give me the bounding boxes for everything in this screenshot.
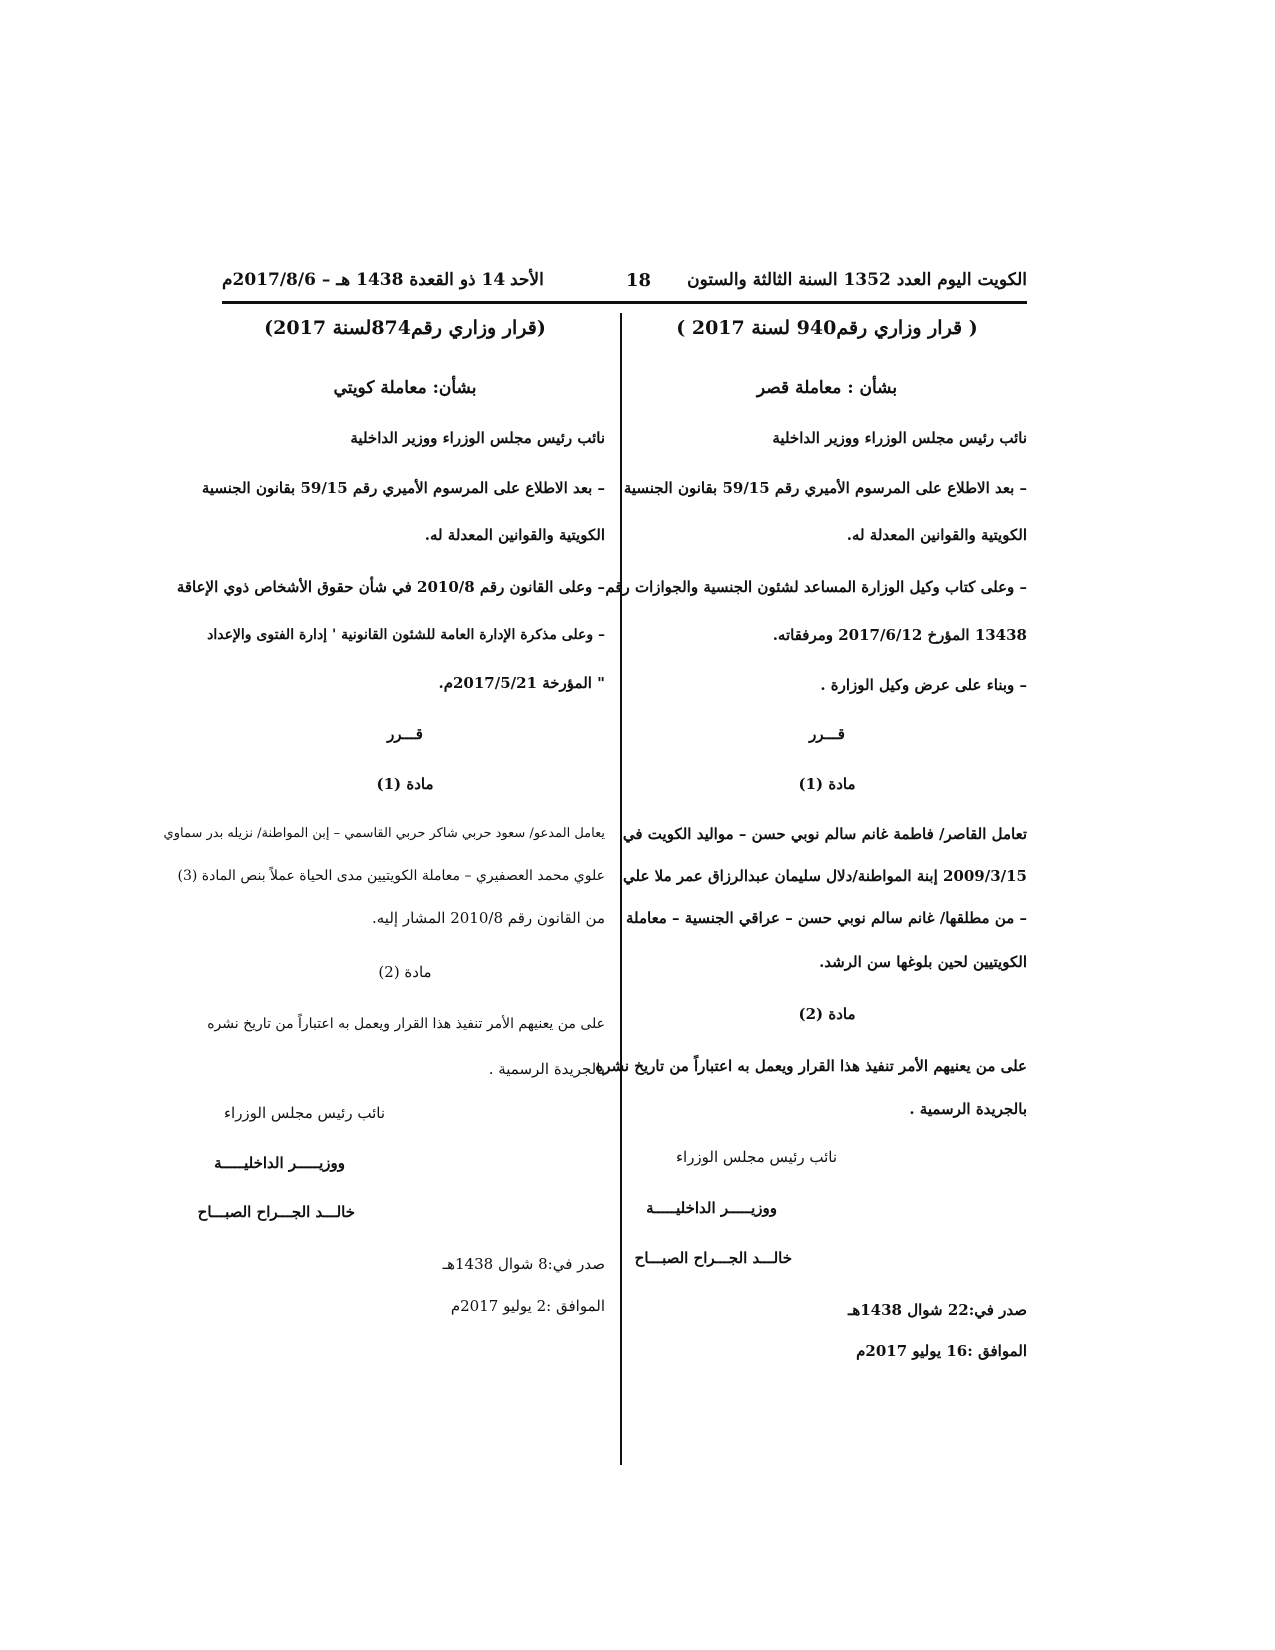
article-1-line: علوي محمد العصفيري – معاملة الكويتيين مدى الحياة عملاً بنص المادة (3): [177, 868, 605, 884]
article-1-line: 2009/3/15 إبنة المواطنة/دلال سليمان عبدالرزاق عمر ملا علي: [623, 867, 1027, 885]
corresponding-date: الموافق :16 يوليو 2017م: [856, 1342, 1027, 1360]
article-1-line: يعامل المدعو/ سعود حربي شاكر حربي القاسمي – إبن المواطنة/ نزيله بدر سماوي: [163, 826, 605, 841]
corresponding-date: الموافق :2 يوليو 2017م: [450, 1297, 605, 1315]
decision-subject: بشأن: معاملة كويتي: [333, 378, 477, 398]
article-1-line: الكويتيين لحين بلوغها سن الرشد.: [819, 953, 1027, 971]
decided-heading: قـــرر: [387, 725, 423, 743]
preamble-line: – بعد الاطلاع على المرسوم الأميري رقم 59/15 بقانون الجنسية: [201, 479, 605, 497]
decision-title: (قرار وزاري رقم874لسنة 2017): [264, 317, 546, 339]
article-1-line: – من مطلقها/ غانم سالم نوبي حسن – عراقي الجنسية – معاملة: [625, 909, 1027, 927]
decided-heading: قـــرر: [809, 725, 845, 743]
gazette-header-title: الكويت اليوم العدد 1352 السنة الثالثة والستون: [687, 270, 1027, 290]
article-2-line: بالجريدة الرسمية .: [488, 1060, 605, 1078]
decision-title: ( قرار وزاري رقم940 لسنة 2017 ): [676, 317, 978, 339]
preamble-line: 13438 المؤرخ 2017/6/12 ومرفقاته.: [772, 626, 1027, 644]
header-date: 14 ذو القعدة 1438 هـ – 2017/8/6م: [222, 270, 506, 290]
article-1-line: من القانون رقم 2010/8 المشار إليه.: [372, 909, 605, 927]
issuer-line: نائب رئيس مجلس الوزراء ووزير الداخلية: [772, 429, 1027, 447]
signature-name: خالـــد الجـــراح الصبـــاح: [634, 1249, 792, 1267]
decision-subject: بشأن : معاملة قصر: [756, 378, 898, 398]
preamble-line: – وعلى القانون رقم 2010/8 في شأن حقوق الأشخاص ذوي الإعاقة: [176, 578, 605, 596]
issuer-line: نائب رئيس مجلس الوزراء ووزير الداخلية: [350, 429, 605, 447]
article-2-heading: مادة (2): [378, 963, 432, 981]
article-2-line: على من يعنيهم الأمر تنفيذ هذا القرار ويعمل به اعتباراً من تاريخ نشره: [207, 1016, 605, 1032]
header-rule: [222, 301, 1027, 304]
column-divider: [620, 313, 622, 1465]
article-1-heading: مادة (1): [798, 775, 856, 793]
article-1-line: تعامل القاصر/ فاطمة غانم سالم نوبي حسن – مواليد الكويت في: [622, 825, 1027, 843]
signature-name: خالـــد الجـــراح الصبـــاح: [197, 1203, 355, 1221]
article-2-line: على من يعنيهم الأمر تنفيذ هذا القرار ويعمل به اعتباراً من تاريخ نشره: [595, 1057, 1027, 1075]
preamble-line: – بعد الاطلاع على المرسوم الأميري رقم 59/15 بقانون الجنسية: [623, 479, 1027, 497]
signature-line: ووزيـــــر الداخليـــــة: [214, 1154, 345, 1172]
preamble-line: – وعلى مذكرة الإدارة العامة للشئون القانونية ' إدارة الفتوى والإعداد: [207, 627, 605, 643]
header-day: الأحد: [510, 270, 544, 290]
preamble-line: – وعلى كتاب وكيل الوزارة المساعد لشئون الجنسية والجوازات رقم: [605, 578, 1027, 596]
signature-line: نائب رئيس مجلس الوزراء: [675, 1148, 837, 1166]
signature-line: نائب رئيس مجلس الوزراء: [223, 1104, 385, 1122]
signature-line: ووزيـــــر الداخليـــــة: [646, 1199, 777, 1217]
issued-date: صدر في:8 شوال 1438هـ: [442, 1255, 605, 1273]
preamble-line: " المؤرخة 2017/5/21م.: [438, 674, 605, 692]
preamble-line: الكويتية والقوانين المعدلة له.: [424, 526, 605, 544]
article-1-heading: مادة (1): [376, 775, 434, 793]
preamble-line: – وبناء على عرض وكيل الوزارة .: [820, 676, 1027, 694]
preamble-line: الكويتية والقوانين المعدلة له.: [846, 526, 1027, 544]
article-2-line: بالجريدة الرسمية .: [909, 1100, 1027, 1118]
issued-date: صدر في:22 شوال 1438هـ: [847, 1301, 1027, 1319]
page-number: 18: [626, 270, 652, 291]
article-2-heading: مادة (2): [798, 1005, 856, 1023]
